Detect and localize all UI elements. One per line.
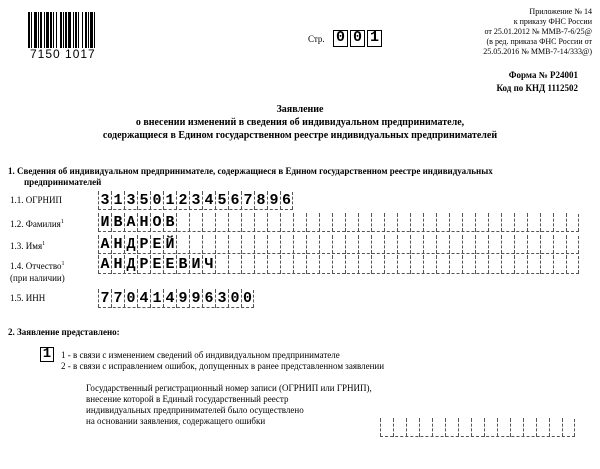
footnote-mark: 1 <box>60 219 64 225</box>
input-cell[interactable] <box>397 256 410 273</box>
input-cell[interactable] <box>358 214 371 231</box>
input-cell[interactable]: О <box>150 214 163 231</box>
input-cell[interactable] <box>267 256 280 273</box>
input-cell[interactable] <box>371 214 384 231</box>
input-cell[interactable] <box>358 256 371 273</box>
input-cell[interactable] <box>536 419 549 436</box>
input-cell[interactable] <box>540 256 553 273</box>
field-label-text: 1.3. Имя <box>10 241 43 251</box>
input-cell[interactable] <box>306 236 319 253</box>
grn-note <box>86 383 416 427</box>
field-label <box>10 259 65 284</box>
input-cell[interactable] <box>436 256 449 273</box>
section1-heading-line: предпринимателей <box>24 177 102 187</box>
input-cell[interactable] <box>462 214 475 231</box>
input-cell[interactable] <box>332 214 345 231</box>
input-cell[interactable]: Ч <box>202 256 215 273</box>
input-cell[interactable] <box>406 419 419 436</box>
appendix-line: Приложение № 14 <box>529 7 592 16</box>
grn-note-line: индивидуальных предпринимателей было осуществлено <box>86 405 304 415</box>
section2-heading: 2. Заявление представлено: <box>8 327 120 337</box>
page-digit-cell: 0 <box>333 30 348 47</box>
input-cell[interactable]: 7 <box>241 192 254 209</box>
input-cell[interactable] <box>549 419 562 436</box>
input-cell[interactable] <box>215 256 228 273</box>
input-cell[interactable] <box>436 236 449 253</box>
input-cell[interactable] <box>566 256 579 273</box>
input-cell[interactable] <box>445 419 458 436</box>
barcode-bar <box>65 12 67 48</box>
field-sublabel: (при наличии) <box>10 273 65 283</box>
input-cell[interactable]: И <box>98 214 111 231</box>
input-cell[interactable] <box>384 214 397 231</box>
input-cell[interactable] <box>566 236 579 253</box>
input-cell[interactable]: Е <box>163 256 176 273</box>
input-cell[interactable] <box>319 236 332 253</box>
form-name: Форма № Р24001 <box>508 70 578 80</box>
input-cell[interactable]: 8 <box>254 192 267 209</box>
input-cell[interactable] <box>189 236 202 253</box>
input-cell[interactable] <box>228 256 241 273</box>
input-cell[interactable] <box>432 419 445 436</box>
input-cell[interactable] <box>202 236 215 253</box>
barcode-bar <box>40 12 42 48</box>
input-cell[interactable] <box>189 214 202 231</box>
barcode-bar <box>50 12 52 48</box>
section1-heading-line: 1. Сведения об индивидуальном предпринимателе, содержащиеся в Едином государственном реестре индивидуальных <box>8 166 493 176</box>
input-cell[interactable]: 6 <box>281 192 291 209</box>
input-cell[interactable]: 0 <box>150 192 163 209</box>
input-cell[interactable] <box>280 214 293 231</box>
input-cell[interactable] <box>254 214 267 231</box>
input-cell[interactable] <box>410 256 423 273</box>
barcode-image <box>28 12 120 48</box>
input-cell[interactable]: 9 <box>189 290 202 307</box>
input-cell[interactable]: Н <box>111 256 124 273</box>
input-cell[interactable]: Р <box>137 236 150 253</box>
input-cell[interactable] <box>345 256 358 273</box>
input-cell[interactable] <box>267 236 280 253</box>
input-cell[interactable] <box>332 256 345 273</box>
input-cell[interactable] <box>319 214 332 231</box>
barcode-bar <box>68 12 71 48</box>
input-cell[interactable]: 6 <box>228 192 241 209</box>
input-cell[interactable] <box>562 419 575 436</box>
form-knd-code: Код по КНД 1112502 <box>496 83 578 93</box>
input-cell[interactable] <box>419 419 432 436</box>
input-cell[interactable] <box>488 236 501 253</box>
appendix-line: от 25.01.2012 № ММВ-7-6/25@ <box>484 27 592 36</box>
field-input-cells[interactable] <box>98 214 579 232</box>
title-line: содержащиеся в Едином государственном реестре индивидуальных предпринимателей <box>102 130 498 141</box>
input-cell[interactable] <box>514 256 527 273</box>
input-cell[interactable]: Е <box>150 236 163 253</box>
input-cell[interactable]: Н <box>137 214 150 231</box>
barcode-bar <box>38 12 39 48</box>
input-cell[interactable] <box>475 256 488 273</box>
input-cell[interactable]: 4 <box>163 290 176 307</box>
grn-note-line: на основании заявления, содержащего ошибки <box>86 416 266 426</box>
input-cell[interactable] <box>358 236 371 253</box>
input-cell[interactable]: Д <box>124 256 137 273</box>
input-cell[interactable] <box>475 236 488 253</box>
input-cell[interactable] <box>332 236 345 253</box>
barcode-bar <box>82 12 83 48</box>
input-cell[interactable] <box>423 256 436 273</box>
input-cell[interactable]: 1 <box>111 192 124 209</box>
barcode-bar <box>60 12 62 48</box>
input-cell[interactable] <box>397 214 410 231</box>
input-cell[interactable]: 7 <box>98 290 111 307</box>
input-cell[interactable] <box>267 214 280 231</box>
page-number-cells <box>333 30 384 47</box>
input-cell[interactable] <box>345 214 358 231</box>
document-title <box>60 103 540 142</box>
input-cell[interactable] <box>523 419 536 436</box>
field-input-cells[interactable] <box>98 256 579 274</box>
input-cell[interactable] <box>293 236 306 253</box>
field-label-text: 1.2. Фамилия <box>10 219 61 229</box>
input-cell[interactable] <box>475 214 488 231</box>
input-cell[interactable] <box>514 214 527 231</box>
input-cell[interactable]: 1 <box>150 290 163 307</box>
input-cell[interactable]: А <box>98 236 111 253</box>
input-cell[interactable]: 4 <box>202 192 215 209</box>
input-cell[interactable]: 4 <box>137 290 150 307</box>
input-cell[interactable]: В <box>163 214 176 231</box>
input-cell[interactable]: 2 <box>176 192 189 209</box>
title-line: Заявление <box>276 104 324 115</box>
footnote-mark: 1 <box>61 261 65 267</box>
input-cell[interactable] <box>449 256 462 273</box>
section1-heading <box>8 166 593 188</box>
appendix-line: 25.05.2016 № ММВ-7-14/333@) <box>483 47 592 56</box>
input-cell[interactable] <box>380 419 393 436</box>
input-cell[interactable] <box>241 236 254 253</box>
input-cell[interactable]: 5 <box>215 192 228 209</box>
barcode-number: 7150 1017 <box>30 47 96 61</box>
input-cell[interactable]: 3 <box>189 192 202 209</box>
input-cell[interactable]: 7 <box>111 290 124 307</box>
input-cell[interactable]: Д <box>124 236 137 253</box>
input-cell[interactable]: 9 <box>176 290 189 307</box>
input-cell[interactable]: 0 <box>228 290 241 307</box>
barcode-bar <box>28 12 30 48</box>
field-label <box>10 293 45 304</box>
input-cell[interactable]: 3 <box>215 290 228 307</box>
input-cell[interactable] <box>176 214 189 231</box>
input-cell[interactable] <box>484 419 497 436</box>
input-cell[interactable] <box>215 236 228 253</box>
page-digit-cell: 0 <box>350 30 365 47</box>
input-cell[interactable] <box>345 236 358 253</box>
input-cell[interactable]: А <box>124 214 137 231</box>
input-cell[interactable] <box>254 256 267 273</box>
input-cell[interactable] <box>423 214 436 231</box>
submission-reason-cell[interactable]: 1 <box>40 347 54 362</box>
appendix-note <box>460 7 592 57</box>
grn-note-line: внесение которой в Единый государственный реестр <box>86 394 289 404</box>
reason-option-2: 2 - в связи с исправлением ошибок, допущенных в ранее представленном заявлении <box>61 361 385 371</box>
input-cell[interactable] <box>566 214 579 231</box>
input-cell[interactable] <box>410 214 423 231</box>
input-cell[interactable]: Е <box>150 256 163 273</box>
input-cell[interactable]: А <box>98 256 111 273</box>
input-cell[interactable] <box>449 214 462 231</box>
input-cell[interactable]: В <box>176 256 189 273</box>
reason-option-1: 1 - в связи с изменением сведений об индивидуальном предпринимателе <box>61 350 340 360</box>
input-cell[interactable]: Р <box>137 256 150 273</box>
input-cell[interactable] <box>501 236 514 253</box>
input-cell[interactable] <box>228 214 241 231</box>
barcode-bar <box>31 12 32 48</box>
input-cell[interactable] <box>228 236 241 253</box>
input-cell[interactable] <box>306 214 319 231</box>
input-cell[interactable] <box>397 236 410 253</box>
input-cell[interactable] <box>514 236 527 253</box>
input-cell[interactable] <box>384 256 397 273</box>
input-cell[interactable] <box>540 214 553 231</box>
appendix-line: к приказу ФНС России <box>513 17 592 26</box>
input-cell[interactable]: 3 <box>124 192 137 209</box>
input-cell[interactable] <box>254 236 267 253</box>
input-cell[interactable]: 0 <box>242 290 252 307</box>
input-cell[interactable] <box>497 419 510 436</box>
barcode-bar <box>34 12 37 48</box>
input-cell[interactable]: 6 <box>202 290 215 307</box>
input-cell[interactable]: Н <box>111 236 124 253</box>
barcode-bar <box>73 12 74 48</box>
input-cell[interactable] <box>293 256 306 273</box>
input-cell[interactable]: 9 <box>267 192 280 209</box>
input-cell[interactable] <box>553 236 566 253</box>
input-cell[interactable] <box>501 214 514 231</box>
input-cell[interactable] <box>510 419 523 436</box>
input-cell[interactable] <box>202 214 215 231</box>
input-cell[interactable] <box>371 256 384 273</box>
input-cell[interactable] <box>488 256 501 273</box>
page-digit-cell: 1 <box>367 30 382 47</box>
input-cell[interactable] <box>176 236 189 253</box>
barcode-bar <box>88 12 89 48</box>
input-cell[interactable] <box>553 256 566 273</box>
input-cell[interactable] <box>384 236 397 253</box>
barcode-bar <box>46 12 49 48</box>
field-input-cells[interactable] <box>98 192 293 210</box>
input-cell[interactable] <box>241 214 254 231</box>
input-cell[interactable] <box>215 214 228 231</box>
input-cell[interactable] <box>527 236 540 253</box>
barcode-bar <box>90 12 93 48</box>
input-cell[interactable]: В <box>111 214 124 231</box>
page-label: Стр. <box>308 34 325 44</box>
barcode-bar <box>56 12 57 48</box>
barcode-bar <box>44 12 45 48</box>
input-cell[interactable] <box>471 419 484 436</box>
input-cell[interactable] <box>306 256 319 273</box>
field-label <box>10 239 45 252</box>
input-cell[interactable] <box>280 256 293 273</box>
input-cell[interactable] <box>410 236 423 253</box>
input-cell[interactable] <box>436 214 449 231</box>
input-cell[interactable] <box>527 256 540 273</box>
title-line: о внесении изменений в сведения об индивидуальном предпринимателе, <box>135 117 465 128</box>
input-cell[interactable] <box>553 214 566 231</box>
field-label-text: 1.5. ИНН <box>10 293 46 303</box>
input-cell[interactable] <box>458 419 471 436</box>
input-cell[interactable]: И <box>189 256 202 273</box>
barcode-bar <box>63 12 64 48</box>
input-cell[interactable] <box>393 419 406 436</box>
barcode-bar <box>94 12 95 48</box>
grn-note-line: Государственный регистрационный номер записи (ОГРНИП или ГРНИП), <box>86 383 372 393</box>
input-cell[interactable] <box>501 256 514 273</box>
input-cell[interactable] <box>449 236 462 253</box>
input-cell[interactable]: Й <box>163 236 176 253</box>
input-cell[interactable]: 1 <box>163 192 176 209</box>
input-cell[interactable]: 0 <box>124 290 137 307</box>
input-cell[interactable] <box>462 256 475 273</box>
field-label <box>10 195 62 206</box>
input-cell[interactable] <box>540 236 553 253</box>
input-cell[interactable]: 3 <box>98 192 111 209</box>
input-cell[interactable] <box>462 236 475 253</box>
field-label-text: 1.4. Отчество <box>10 261 62 271</box>
barcode-bar <box>75 12 77 48</box>
footnote-mark: 1 <box>42 241 46 247</box>
barcode-bar <box>78 12 79 48</box>
input-cell[interactable] <box>293 214 306 231</box>
field-input-cells[interactable] <box>98 290 254 308</box>
input-cell[interactable] <box>488 214 501 231</box>
barcode-bar <box>85 12 87 48</box>
input-cell[interactable] <box>319 256 332 273</box>
input-cell[interactable] <box>527 214 540 231</box>
input-cell[interactable] <box>423 236 436 253</box>
field-label <box>10 217 64 230</box>
grn-record-cells[interactable] <box>380 419 575 437</box>
field-input-cells[interactable] <box>98 236 579 254</box>
input-cell[interactable]: 5 <box>137 192 150 209</box>
field-label-text: 1.1. ОГРНИП <box>10 195 62 205</box>
input-cell[interactable] <box>280 236 293 253</box>
input-cell[interactable] <box>241 256 254 273</box>
input-cell[interactable] <box>371 236 384 253</box>
appendix-line: (в ред. приказа ФНС России от <box>486 37 592 46</box>
barcode-bar <box>53 12 54 48</box>
